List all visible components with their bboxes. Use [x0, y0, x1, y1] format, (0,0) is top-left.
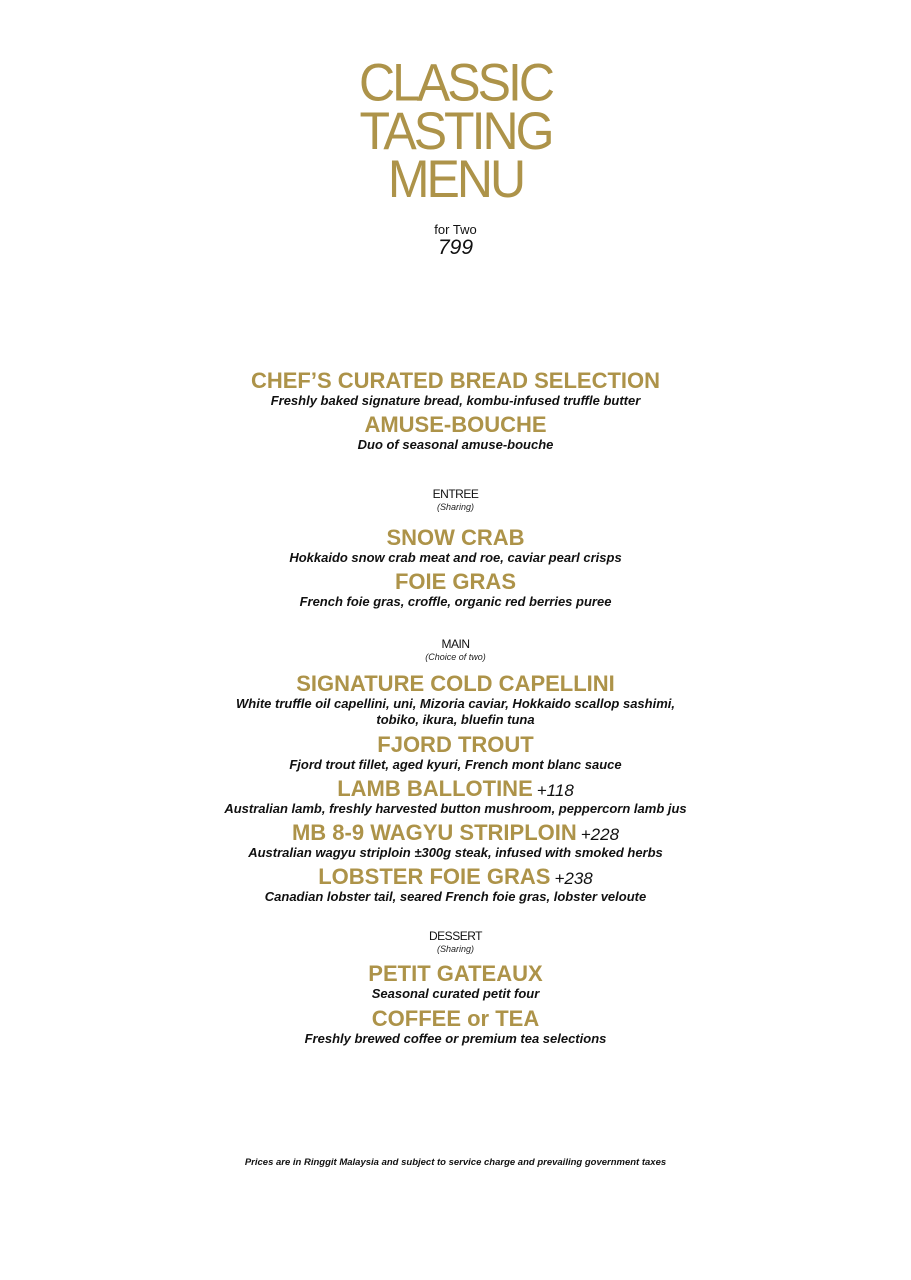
dish-description: tobiko, ikura, bluefin tuna	[376, 712, 535, 727]
title-line-2: TASTING	[359, 101, 552, 161]
section-dessert	[0, 929, 911, 955]
dish-description: Duo of seasonal amuse-bouche	[357, 437, 554, 452]
price-disclaimer: Prices are in Ringgit Malaysia and subject to service charge and prevailing government taxes	[244, 1157, 667, 1168]
dish-description: Fjord trout fillet, aged kyuri, French mont blanc sauce	[289, 757, 622, 772]
entree-item	[0, 570, 911, 610]
section-label: ENTREE	[432, 487, 479, 501]
dish-description: Freshly brewed coffee or premium tea selections	[304, 1031, 607, 1046]
dish-addon-price: +238	[554, 869, 593, 888]
dish-name: COFFEE or TEA	[371, 1006, 540, 1031]
dish-name: FJORD TROUT	[377, 732, 534, 757]
course-amuse-bouche	[0, 413, 911, 453]
dish-addon-price: +118	[536, 781, 574, 800]
main-item	[0, 865, 911, 905]
serving-size: for Two	[434, 222, 477, 237]
title-line-3: MENU	[387, 149, 524, 209]
section-label: DESSERT	[429, 929, 482, 943]
main-item	[0, 733, 911, 773]
dish-description: Australian lamb, freshly harvested button mushroom, peppercorn lamb jus	[224, 801, 687, 816]
dessert-item	[0, 962, 911, 1002]
dish-description: Hokkaido snow crab meat and roe, caviar pearl crisps	[289, 550, 622, 565]
main-item	[0, 821, 911, 861]
dish-name: PETIT GATEAUX	[368, 961, 543, 986]
entree-item	[0, 526, 911, 566]
dish-name: LOBSTER FOIE GRAS	[318, 864, 551, 889]
dish-name: MB 8-9 WAGYU STRIPLOIN	[291, 820, 577, 845]
dish-description: Australian wagyu striploin ±300g steak, infused with smoked herbs	[248, 845, 663, 860]
menu-title	[0, 53, 911, 209]
main-item	[0, 777, 911, 817]
dish-name: SNOW CRAB	[386, 525, 525, 550]
dish-name: CHEF’S CURATED BREAD SELECTION	[250, 368, 661, 393]
dish-name: AMUSE-BOUCHE	[364, 412, 547, 437]
menu-price: 799	[437, 236, 474, 259]
section-entree	[0, 487, 911, 513]
dish-addon-price: +228	[580, 825, 620, 844]
dessert-item	[0, 1007, 911, 1047]
dish-description: Seasonal curated petit four	[371, 986, 540, 1001]
section-main	[0, 637, 911, 663]
dish-name: FOIE GRAS	[394, 569, 516, 594]
course-bread	[0, 369, 911, 409]
section-note: (Choice of two)	[425, 652, 486, 662]
section-note: (Sharing)	[436, 502, 474, 512]
main-item	[0, 672, 911, 728]
dish-description: French foie gras, croffle, organic red berries puree	[299, 594, 612, 609]
dish-description: Freshly baked signature bread, kombu-infused truffle butter	[270, 393, 641, 408]
dish-name: LAMB BALLOTINE	[337, 776, 533, 801]
dish-description: White truffle oil capellini, uni, Mizoria caviar, Hokkaido scallop sashimi,	[236, 696, 675, 711]
title-line-1: CLASSIC	[359, 53, 552, 113]
dish-description: Canadian lobster tail, seared French foie gras, lobster veloute	[264, 889, 647, 904]
dish-name: SIGNATURE COLD CAPELLINI	[296, 671, 615, 696]
section-note: (Sharing)	[436, 944, 474, 954]
section-label: MAIN	[441, 637, 470, 651]
